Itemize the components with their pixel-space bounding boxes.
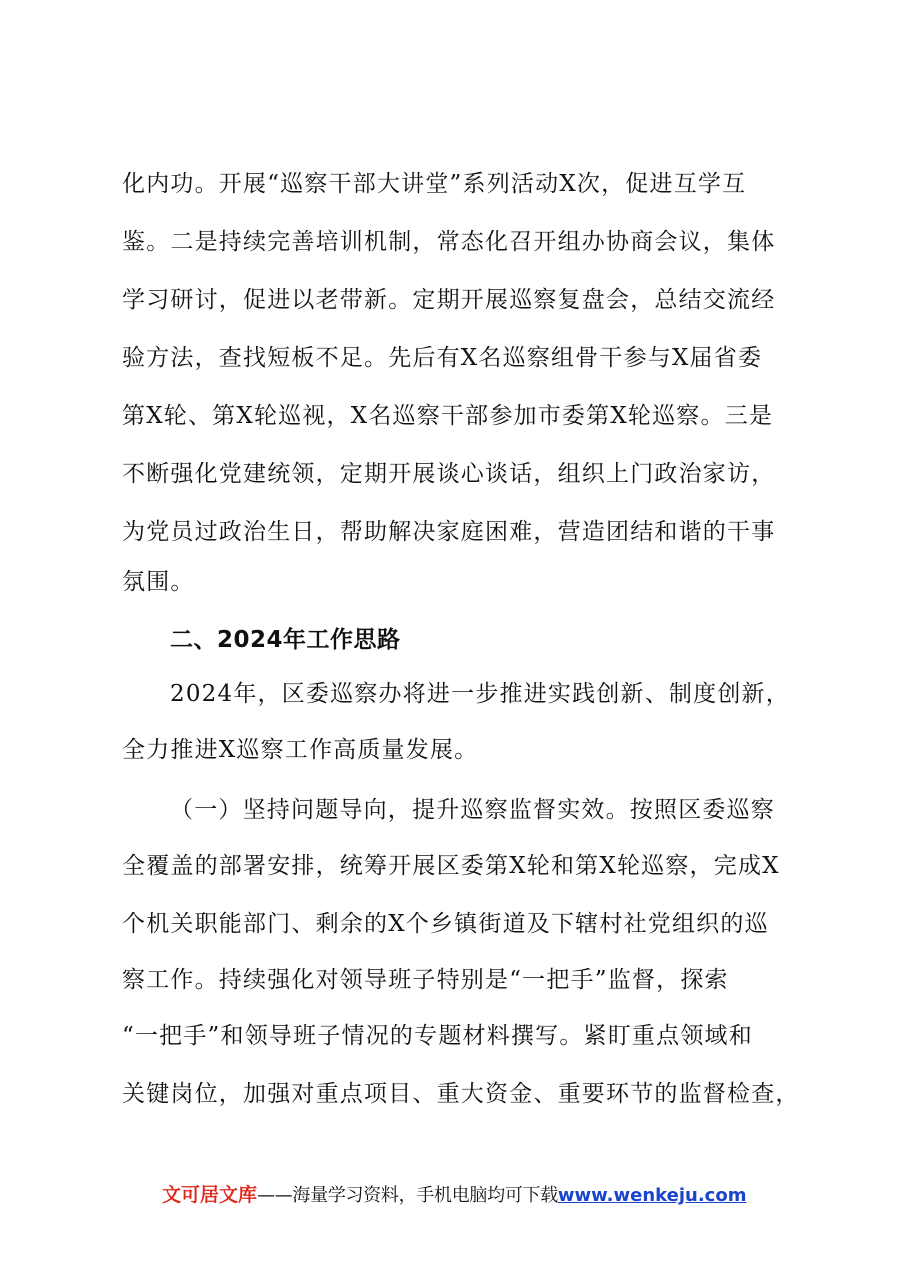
footer-banner xyxy=(162,1183,746,1208)
body-text-line: 鉴。二是持续完善培训机制，常态化召开组办协商会议，集体 xyxy=(122,229,776,255)
body-text-line: 学习研讨，促进以老带新。定期开展巡察复盘会，总结交流经 xyxy=(122,287,776,313)
subsection-text-line: 个机关职能部门、剩余的X个乡镇街道及下辖村社党组织的巡 xyxy=(122,911,769,937)
intro-text-line: 全力推进X巡察工作高质量发展。 xyxy=(122,737,479,763)
footer-brand: 文可居文库 xyxy=(162,1184,258,1206)
body-text-line: 第X轮、第X轮巡视，X名巡察干部参加市委第X轮巡察。三是 xyxy=(122,403,774,429)
subsection-text-line: 关键岗位，加强对重点项目、重大资金、重要环节的监督检查， xyxy=(122,1081,800,1107)
body-text-line: 化内功。开展“巡察干部大讲堂”系列活动X次，促进互学互 xyxy=(122,171,747,197)
footer-description: ——海量学习资料，手机电脑均可下载 xyxy=(257,1185,558,1206)
intro-text-line: 2024年，区委巡察办将进一步推进实践创新、制度创新， xyxy=(170,681,790,707)
subsection-text-line: （一）坚持问题导向，提升巡察监督实效。按照区委巡察 xyxy=(170,797,775,823)
subsection-text-line: “一把手”和领导班子情况的专题材料撰写。紧盯重点领域和 xyxy=(122,1023,753,1049)
body-text-line: 为党员过政治生日，帮助解决家庭困难，营造团结和谐的干事 xyxy=(122,519,776,545)
body-text-line: 验方法，查找短板不足。先后有X名巡察组骨干参与X届省委 xyxy=(122,345,763,371)
subsection-text-line: 察工作。持续强化对领导班子特别是“一把手”监督，探索 xyxy=(122,967,729,993)
body-text-line: 不断强化党建统领，定期开展谈心谈话，组织上门政治家访， xyxy=(122,461,776,487)
body-text-line: 氛围。 xyxy=(122,569,195,595)
subsection-text-line: 全覆盖的部署安排，统筹开展区委第X轮和第X轮巡察，完成X xyxy=(122,853,780,879)
footer-website-link[interactable]: www.wenkeju.com xyxy=(557,1185,747,1206)
section-heading: 二、2024年工作思路 xyxy=(170,627,401,653)
